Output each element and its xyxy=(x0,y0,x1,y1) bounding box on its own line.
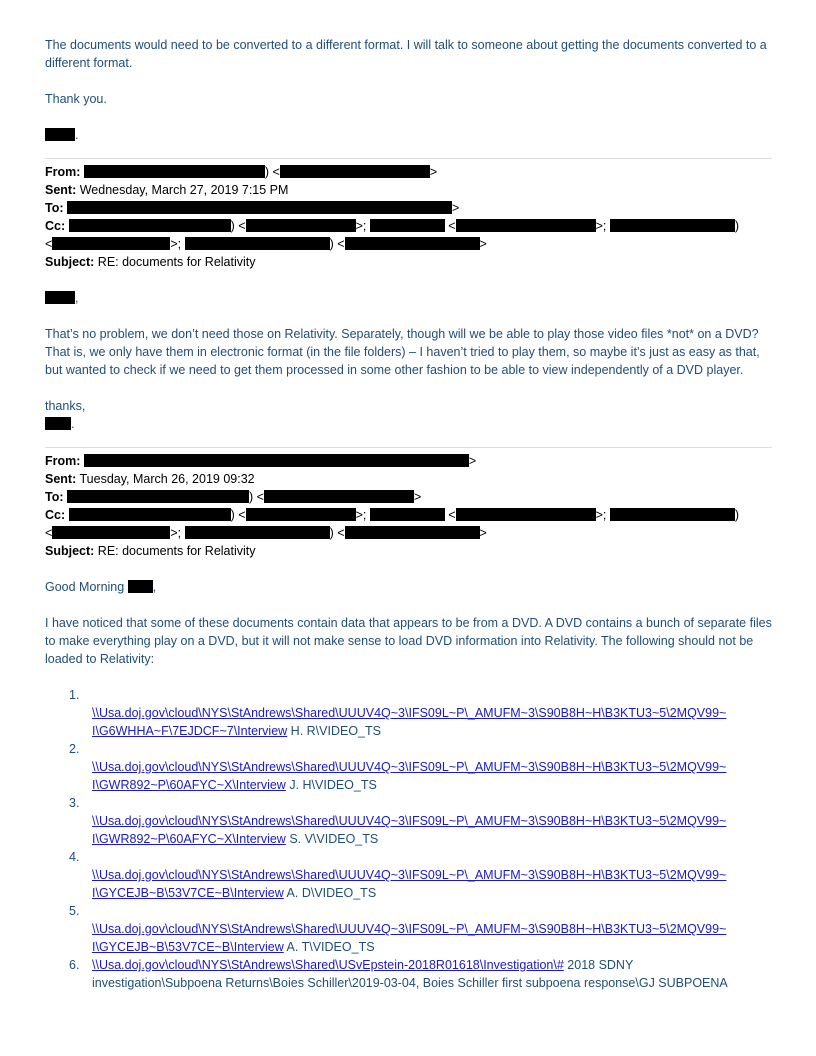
intro-paragraph: The documents would need to be converted to a different format. I will talk to someone about getting the documents converted to a different format. xyxy=(45,38,767,70)
file-path-link[interactable]: I\GYCEJB~B\53V7CE~B\Interview xyxy=(92,886,284,900)
list-item: 4. \\Usa.doj.gov\cloud\NYS\StAndrews\Shared\UUUV4Q~3\IFS09L~P\_AMUFM~3\S90B8H~H\B3KTU3~5\2MQV99~ I\GYCEJB~B\53V7CE~B\Interview A. D\VIDEO_TS xyxy=(69,850,727,900)
file-path-link[interactable]: \\Usa.doj.gov\cloud\NYS\StAndrews\Shared\UUUV4Q~3\IFS09L~P\_AMUFM~3\S90B8H~H\B3KTU3~5\2MQV99~ xyxy=(92,868,727,882)
redaction-block xyxy=(69,508,231,521)
redaction-block xyxy=(246,219,356,232)
redaction-block xyxy=(84,454,469,467)
redaction-block xyxy=(45,291,75,304)
redaction-block xyxy=(610,219,735,232)
email1-to-row: To: > xyxy=(45,201,460,215)
redaction-block xyxy=(45,417,71,430)
email1-signoff: thanks, xyxy=(45,399,86,413)
redaction-block xyxy=(610,508,735,521)
email2-cc-row: Cc: ) < >; < >; ) xyxy=(45,508,740,522)
list-item: 3. \\Usa.doj.gov\cloud\NYS\StAndrews\Shared\UUUV4Q~3\IFS09L~P\_AMUFM~3\S90B8H~H\B3KTU3~5\2MQV99~ I\GWR892~P\60AFYC~X\Interview S. V\VIDEO_TS xyxy=(69,796,727,846)
file-path-link[interactable]: I\G6WHHA~F\7EJDCF~7\Interview xyxy=(92,724,288,738)
redaction-block xyxy=(67,490,249,503)
file-path-link[interactable]: I\GYCEJB~B\53V7CE~B\Interview xyxy=(92,940,284,954)
redaction-block xyxy=(52,526,170,539)
divider xyxy=(45,158,772,159)
list-item: 1. \\Usa.doj.gov\cloud\NYS\StAndrews\Shared\UUUV4Q~3\IFS09L~P\_AMUFM~3\S90B8H~H\B3KTU3~5\2MQV99~ I\G6WHHA~F\7EJDCF~7\Interview H. R\VIDEO_TS xyxy=(69,688,727,738)
redaction-block xyxy=(185,237,330,250)
email2-cc-row-2: < >; ) < > xyxy=(45,526,487,540)
divider xyxy=(45,447,772,448)
signature-redacted: . xyxy=(45,126,772,144)
file-path-link[interactable]: \\Usa.doj.gov\cloud\NYS\StAndrews\Shared\UUUV4Q~3\IFS09L~P\_AMUFM~3\S90B8H~H\B3KTU3~5\2MQV99~ xyxy=(92,760,727,774)
list-item: 6. \\Usa.doj.gov\cloud\NYS\StAndrews\Shared\USvEpstein-2018R01618\Investigation\# 2018 SDNY investigation\Subpoena Returns\Boies Schiller\2019-03-04, Boies Schiller first subpoena response\GJ SUBPOENA xyxy=(69,958,728,990)
redaction-block xyxy=(45,128,75,141)
email1-cc-row-2: < >; ) < > xyxy=(45,237,487,251)
redaction-block xyxy=(52,237,170,250)
redaction-block xyxy=(345,237,480,250)
email2-greeting: Good Morning , xyxy=(45,580,157,594)
email1-greeting: , xyxy=(45,289,772,307)
email1-cc-row: Cc: ) < >; < >; ) xyxy=(45,219,740,233)
email1-sent-row: Sent: Wednesday, March 27, 2019 7:15 PM xyxy=(45,183,289,197)
email1-from-row: From: ) < > xyxy=(45,165,438,179)
email2-to-row: To: ) < > xyxy=(45,490,422,504)
redaction-block xyxy=(185,526,330,539)
email2-sent-row: Sent: Tuesday, March 26, 2019 09:32 xyxy=(45,472,255,486)
redaction-block xyxy=(84,165,265,178)
redaction-block xyxy=(67,201,452,214)
redaction-block xyxy=(128,580,153,593)
redaction-block xyxy=(370,508,445,521)
email2-from-row: From: > xyxy=(45,454,477,468)
file-path-link[interactable]: \\Usa.doj.gov\cloud\NYS\StAndrews\Shared\UUUV4Q~3\IFS09L~P\_AMUFM~3\S90B8H~H\B3KTU3~5\2MQV99~ xyxy=(92,706,727,720)
email1-subject-row: Subject: RE: documents for Relativity xyxy=(45,255,256,269)
redaction-block xyxy=(264,490,414,503)
redaction-block xyxy=(456,508,596,521)
file-path-link[interactable]: \\Usa.doj.gov\cloud\NYS\StAndrews\Shared\UUUV4Q~3\IFS09L~P\_AMUFM~3\S90B8H~H\B3KTU3~5\2MQV99~ xyxy=(92,814,727,828)
email1-body: That’s no problem, we don’t need those on Relativity. Separately, though will we be able to play those video files *not* on a DVD? That is, we only have them in electronic format (in the file folders) – I haven’t tried to play them, so maybe it’s just as easy as that, but wanted to check if we need to get them processed in some other fashion to be able to view independently of a DVD player. xyxy=(45,327,760,377)
redaction-block xyxy=(345,526,480,539)
email2-subject-row: Subject: RE: documents for Relativity xyxy=(45,544,256,558)
email1-header xyxy=(45,163,772,271)
thank-you-line: Thank you. xyxy=(45,92,107,106)
redaction-block xyxy=(280,165,430,178)
redaction-block xyxy=(246,508,356,521)
file-path-link[interactable]: \\Usa.doj.gov\cloud\NYS\StAndrews\Shared\USvEpstein-2018R01618\Investigation\# xyxy=(92,958,564,972)
redaction-block xyxy=(69,219,231,232)
list-item: 5. \\Usa.doj.gov\cloud\NYS\StAndrews\Shared\UUUV4Q~3\IFS09L~P\_AMUFM~3\S90B8H~H\B3KTU3~5\2MQV99~ I\GYCEJB~B\53V7CE~B\Interview A. T\VIDEO_TS xyxy=(69,904,727,954)
file-path-link[interactable]: \\Usa.doj.gov\cloud\NYS\StAndrews\Shared\UUUV4Q~3\IFS09L~P\_AMUFM~3\S90B8H~H\B3KTU3~5\2MQV99~ xyxy=(92,922,727,936)
redaction-block xyxy=(456,219,596,232)
email2-body: I have noticed that some of these documents contain data that appears to be from a DVD. A DVD contains a bunch of separate files to make everything play on a DVD, but it will not make sense to load DVD information into Relativity. The following should not be loaded to Relativity: xyxy=(45,616,772,666)
email2-header xyxy=(45,452,772,560)
file-path-link[interactable]: I\GWR892~P\60AFYC~X\Interview xyxy=(92,778,286,792)
file-path-link[interactable]: I\GWR892~P\60AFYC~X\Interview xyxy=(92,832,286,846)
file-path-list xyxy=(45,686,772,992)
redaction-block xyxy=(370,219,445,232)
list-item: 2. \\Usa.doj.gov\cloud\NYS\StAndrews\Shared\UUUV4Q~3\IFS09L~P\_AMUFM~3\S90B8H~H\B3KTU3~5\2MQV99~ I\GWR892~P\60AFYC~X\Interview J. H\VIDEO_TS xyxy=(69,742,727,792)
email1-signature: . xyxy=(45,415,772,433)
